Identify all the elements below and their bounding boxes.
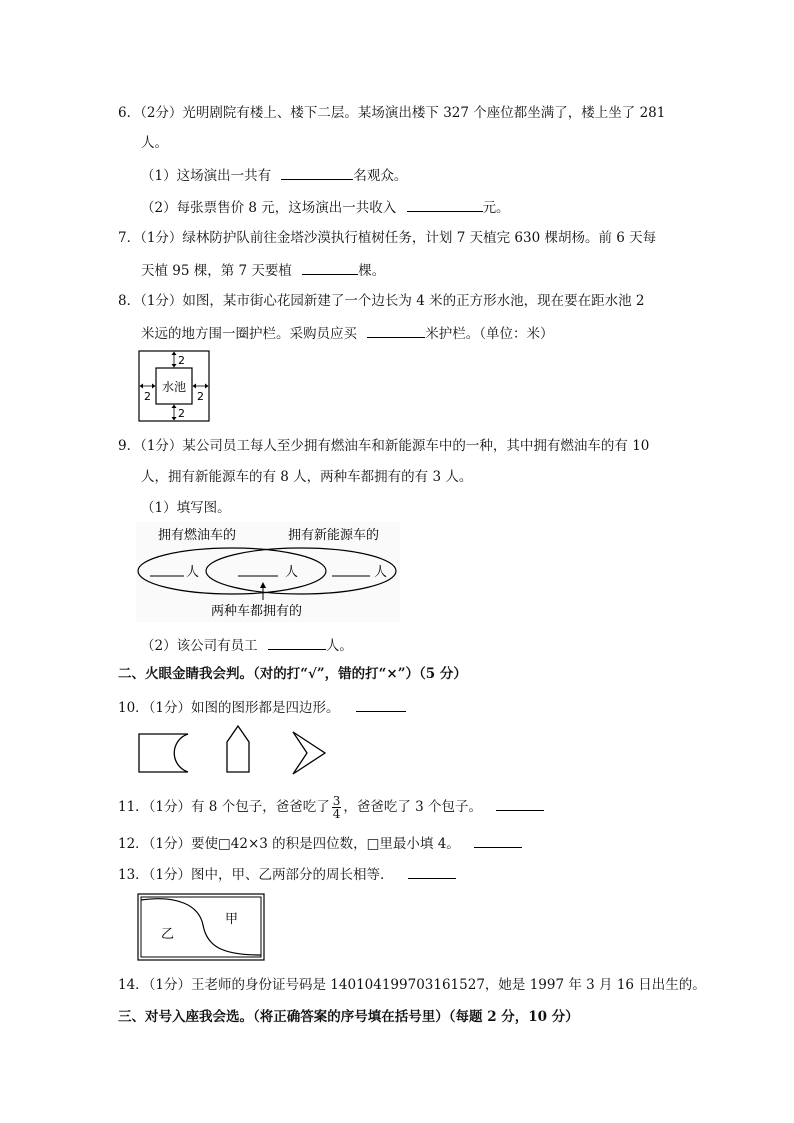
q11-fraction: [332, 795, 342, 820]
quadrilateral-figures: [136, 720, 332, 780]
dividing-curve: [141, 899, 261, 955]
q7-line2-tail: 棵。: [358, 263, 386, 279]
q6-sub1-text: （1）这场演出一共有: [141, 168, 272, 184]
q10-blank[interactable]: [356, 697, 406, 712]
q6-line1: 6．（2分）光明剧院有楼上、楼下二层。某场演出楼下 327 个座位都坐满了，楼上坐了 281: [118, 105, 666, 121]
q8-line1: 8．（1分）如图，某市街心花园新建了一个边长为 4 米的正方形水池，现在要在距水池 2: [118, 293, 645, 309]
q11-text: 11．（1分）有 8 个包子，爸爸吃了: [118, 799, 330, 815]
q13-blank[interactable]: [408, 864, 456, 879]
q7-line1: 7．（1分）绿林防护队前往金塔沙漠执行植树任务，计划 7 天植完 630 棵胡杨。前 6 天每: [118, 230, 657, 246]
q13-line: [118, 864, 456, 884]
gap-bottom-label: 2: [178, 407, 185, 420]
q11-tail: ，爸爸吃了 3 个包子。: [343, 799, 483, 815]
q9-sub2: [141, 635, 353, 655]
q10-line: [118, 697, 406, 717]
q12-line: [118, 833, 522, 853]
region-jia-label: 甲: [225, 912, 239, 927]
q11-fraction-numerator: 3: [332, 794, 341, 808]
venn-left-unit: 人: [186, 565, 200, 580]
q12-blank[interactable]: [474, 833, 522, 848]
venn-middle-unit: 人: [285, 565, 299, 580]
section2-title: 二、火眼金睛我会判。（对的打“√”，错的打“×”）（5 分）: [118, 666, 467, 682]
venn-right-unit: 人: [374, 565, 388, 580]
venn-right-label: 拥有新能源车的: [288, 528, 380, 543]
q10-text: 10．（1分）如图的图形都是四边形。: [118, 700, 340, 716]
region-yi-label: 乙: [161, 927, 175, 942]
gap-left-label: 2: [144, 390, 151, 403]
pool-label: 水池: [161, 380, 187, 394]
q6-sub2-text: （2）每张票售价 8 元，这场演出一共收入: [141, 200, 397, 216]
q8-line2-text: 米远的地方围一圈护栏。采购员应买: [141, 326, 357, 342]
pool-figure: [138, 350, 210, 422]
perimeter-figure: [137, 893, 265, 961]
q11-fraction-denominator: 4: [332, 807, 341, 821]
shape-pentagon-house: [227, 726, 249, 772]
q9-line2: 人，拥有新能源车的有 8 人，两种车都拥有的有 3 人。: [141, 469, 473, 485]
q6-line2: 人。: [141, 135, 168, 151]
q7-line2: [141, 260, 385, 280]
q6-sub1: [141, 165, 407, 185]
q7-blank[interactable]: [302, 260, 358, 275]
q9-sub1: （1）填写图。: [141, 500, 231, 516]
gap-right-label: 2: [197, 390, 204, 403]
section3-title: 三、对号入座我会选。（将正确答案的序号填在括号里）（每题 2 分，10 分）: [118, 1009, 579, 1025]
venn-bottom-label: 两种车都拥有的: [211, 604, 303, 619]
q12-text: 12．（1分）要使□42×3 的积是四位数，□里最小填 4。: [118, 836, 460, 852]
q9-sub2-text: （2）该公司有员工: [141, 638, 258, 654]
q6-sub2: [141, 197, 510, 217]
venn-diagram: [136, 522, 400, 622]
q6-sub1-tail: 名观众。: [353, 168, 408, 184]
q9-sub2-tail: 人。: [325, 638, 353, 654]
q8-line2-tail: 米护栏。（单位：米）: [425, 326, 554, 342]
venn-left-label: 拥有燃油车的: [158, 528, 237, 543]
q13-text: 13．（1分）图中，甲、乙两部分的周长相等．: [118, 867, 394, 883]
shape-arrowhead: [293, 732, 325, 774]
q6-sub2-tail: 元。: [482, 200, 510, 216]
q6-sub1-blank[interactable]: [281, 165, 353, 180]
gap-top-label: 2: [178, 354, 185, 367]
q9-line1: 9．（1分）某公司员工每人至少拥有燃油车和新能源车中的一种，其中拥有燃油车的有 10: [118, 438, 650, 454]
q14-line: 14．（1分）王老师的身份证号码是 140104199703161527，她是 1997 年 3 月 16 日出生的。: [118, 977, 706, 993]
q8-line2: [141, 323, 554, 343]
q6-sub2-blank[interactable]: [407, 197, 483, 212]
q8-blank[interactable]: [367, 323, 425, 338]
q11-line: [118, 795, 544, 820]
q7-line2-text: 天植 95 棵，第 7 天要植: [141, 263, 292, 279]
q9-sub2-blank[interactable]: [268, 635, 326, 650]
q11-blank[interactable]: [496, 796, 544, 811]
shape-arc-notch: [139, 734, 188, 772]
